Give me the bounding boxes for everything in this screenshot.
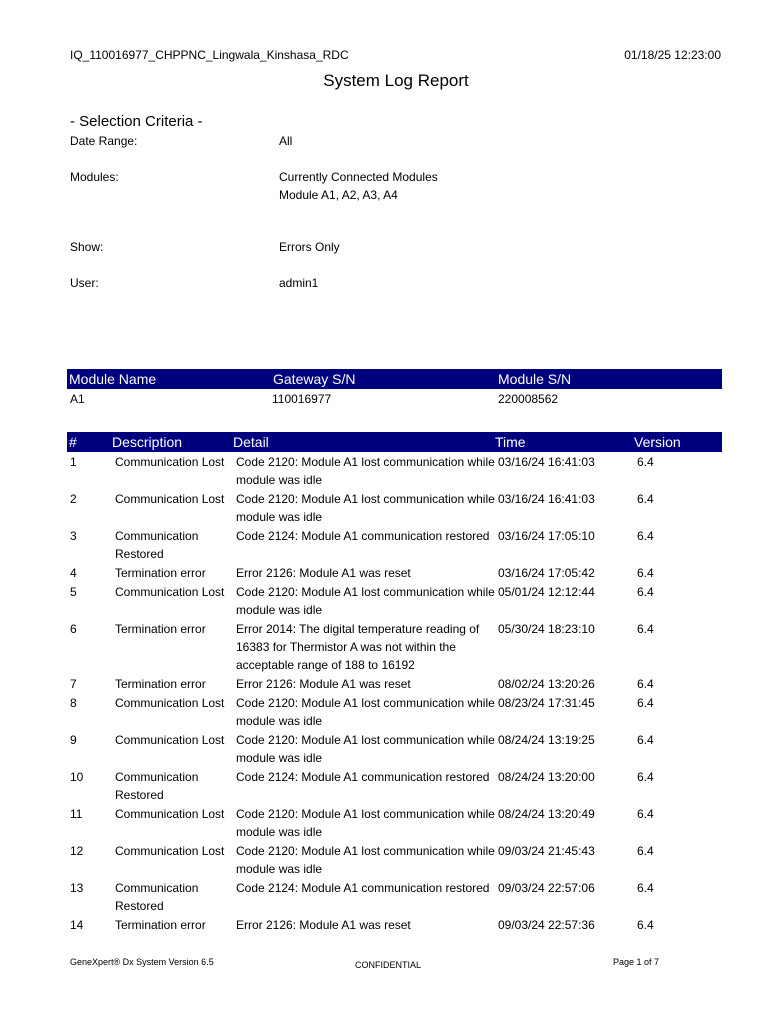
row-detail: Code 2120: Module A1 lost communication while module was idle xyxy=(236,492,495,524)
row-time: 03/16/24 16:41:03 xyxy=(498,455,595,469)
row-version: 6.4 xyxy=(637,455,654,469)
row-number: 9 xyxy=(70,733,77,747)
row-number: 11 xyxy=(70,807,83,821)
row-description: Communication Lost xyxy=(115,696,225,710)
col-time: Time xyxy=(495,434,526,450)
row-number: 10 xyxy=(70,770,84,784)
module-table-header xyxy=(67,369,722,389)
modules-value-line-2: Module A1, A2, A3, A4 xyxy=(279,188,398,202)
row-description: Communication Lost xyxy=(115,844,225,858)
row-version: 6.4 xyxy=(637,807,654,821)
row-version: 6.4 xyxy=(637,566,654,580)
table-row xyxy=(67,564,722,583)
row-description: Communication Restored xyxy=(115,770,199,802)
date-range-label: Date Range: xyxy=(70,134,138,148)
row-description: Termination error xyxy=(115,566,206,580)
row-time: 05/01/24 12:12:44 xyxy=(498,585,595,599)
row-time: 05/30/24 18:23:10 xyxy=(498,622,595,636)
row-detail: Code 2120: Module A1 lost communication while module was idle xyxy=(236,844,495,876)
row-description: Termination error xyxy=(115,677,206,691)
page-title: System Log Report xyxy=(323,71,469,90)
row-detail: Error 2126: Module A1 was reset xyxy=(236,918,411,932)
table-row xyxy=(67,694,722,731)
modules-label: Modules: xyxy=(70,170,119,184)
table-row xyxy=(67,490,722,527)
row-version: 6.4 xyxy=(637,918,654,932)
row-version: 6.4 xyxy=(637,770,654,784)
col-version: Version xyxy=(634,434,681,450)
table-row xyxy=(67,527,722,564)
row-detail: Code 2120: Module A1 lost communication while module was idle xyxy=(236,733,495,765)
report-id: IQ_110016977_CHPPNC_Lingwala_Kinshasa_RDC xyxy=(70,48,349,62)
table-row xyxy=(67,583,722,620)
row-time: 09/03/24 22:57:06 xyxy=(498,881,595,895)
user-value: admin1 xyxy=(279,276,319,290)
row-number: 12 xyxy=(70,844,84,858)
table-row xyxy=(67,805,722,842)
row-detail: Error 2126: Module A1 was reset xyxy=(236,677,411,691)
row-time: 03/16/24 17:05:10 xyxy=(498,529,595,543)
row-description: Communication Lost xyxy=(115,807,225,821)
row-detail: Code 2120: Module A1 lost communication while module was idle xyxy=(236,807,495,839)
module-name-cell: A1 xyxy=(70,392,85,406)
row-detail: Error 2014: The digital temperature reading of 16383 for Thermistor A was not within the acceptable range of 188 to 16192 xyxy=(236,622,480,672)
row-time: 09/03/24 22:57:36 xyxy=(498,918,595,932)
row-time: 08/02/24 13:20:26 xyxy=(498,677,595,691)
row-version: 6.4 xyxy=(637,881,654,895)
row-number: 2 xyxy=(70,492,77,506)
row-time: 08/24/24 13:20:49 xyxy=(498,807,595,821)
row-description: Communication Lost xyxy=(115,585,225,599)
row-detail: Error 2126: Module A1 was reset xyxy=(236,566,411,580)
table-row xyxy=(67,620,722,675)
row-description: Termination error xyxy=(115,622,206,636)
row-number: 14 xyxy=(70,918,84,932)
row-detail: Code 2124: Module A1 communication restored xyxy=(236,770,490,784)
modules-value xyxy=(279,168,438,204)
log-table-header xyxy=(67,432,722,452)
row-time: 08/23/24 17:31:45 xyxy=(498,696,595,710)
row-number: 13 xyxy=(70,881,84,895)
table-row xyxy=(67,768,722,805)
row-detail: Code 2120: Module A1 lost communication while module was idle xyxy=(236,585,495,617)
row-number: 3 xyxy=(70,529,77,543)
row-time: 08/24/24 13:20:00 xyxy=(498,770,595,784)
selection-criteria-heading: - Selection Criteria - xyxy=(70,113,203,130)
col-number: # xyxy=(69,434,77,450)
row-number: 1 xyxy=(70,455,77,469)
row-number: 6 xyxy=(70,622,77,636)
col-module-sn: Module S/N xyxy=(498,371,572,387)
row-detail: Code 2124: Module A1 communication restored xyxy=(236,881,490,895)
row-number: 7 xyxy=(70,677,77,691)
table-row xyxy=(67,916,722,935)
row-description: Communication Lost xyxy=(115,733,225,747)
row-time: 03/16/24 17:05:42 xyxy=(498,566,595,580)
log-table xyxy=(67,453,722,935)
row-description: Communication Restored xyxy=(115,881,199,913)
row-version: 6.4 xyxy=(637,585,654,599)
col-gateway-sn: Gateway S/N xyxy=(273,371,356,387)
row-version: 6.4 xyxy=(637,677,654,691)
row-version: 6.4 xyxy=(637,492,654,506)
col-detail: Detail xyxy=(233,434,269,450)
row-description: Communication Lost xyxy=(115,492,225,506)
module-row xyxy=(67,391,722,409)
date-range-value: All xyxy=(279,134,293,148)
footer-version: GeneXpert® Dx System Version 6.5 xyxy=(70,957,214,967)
row-detail: Code 2120: Module A1 lost communication while module was idle xyxy=(236,455,495,487)
footer-confidential: CONFIDENTIAL xyxy=(355,960,422,970)
row-detail: Code 2124: Module A1 communication restored xyxy=(236,529,490,543)
row-description: Communication Restored xyxy=(115,529,199,561)
table-row xyxy=(67,842,722,879)
row-time: 08/24/24 13:19:25 xyxy=(498,733,595,747)
row-number: 8 xyxy=(70,696,77,710)
footer-page-number: Page 1 of 7 xyxy=(612,957,659,967)
row-version: 6.4 xyxy=(637,622,654,636)
row-time: 03/16/24 16:41:03 xyxy=(498,492,595,506)
row-description: Termination error xyxy=(115,918,206,932)
col-module-name: Module Name xyxy=(69,371,157,387)
show-label: Show: xyxy=(70,240,104,254)
row-description: Communication Lost xyxy=(115,455,225,469)
table-row xyxy=(67,453,722,490)
row-version: 6.4 xyxy=(637,696,654,710)
gateway-sn-cell: 110016977 xyxy=(272,392,332,406)
show-value: Errors Only xyxy=(279,240,340,254)
row-number: 4 xyxy=(70,566,77,580)
row-version: 6.4 xyxy=(637,733,654,747)
col-description: Description xyxy=(112,434,183,450)
report-datetime: 01/18/25 12:23:00 xyxy=(624,48,721,62)
table-row xyxy=(67,879,722,916)
row-number: 5 xyxy=(70,585,77,599)
table-row xyxy=(67,731,722,768)
table-row xyxy=(67,675,722,694)
user-label: User: xyxy=(70,276,99,290)
row-version: 6.4 xyxy=(637,844,654,858)
row-time: 09/03/24 21:45:43 xyxy=(498,844,595,858)
row-version: 6.4 xyxy=(637,529,654,543)
modules-value-line-1: Currently Connected Modules xyxy=(279,170,438,184)
module-sn-cell: 220008562 xyxy=(498,392,559,406)
row-detail: Code 2120: Module A1 lost communication while module was idle xyxy=(236,696,495,728)
